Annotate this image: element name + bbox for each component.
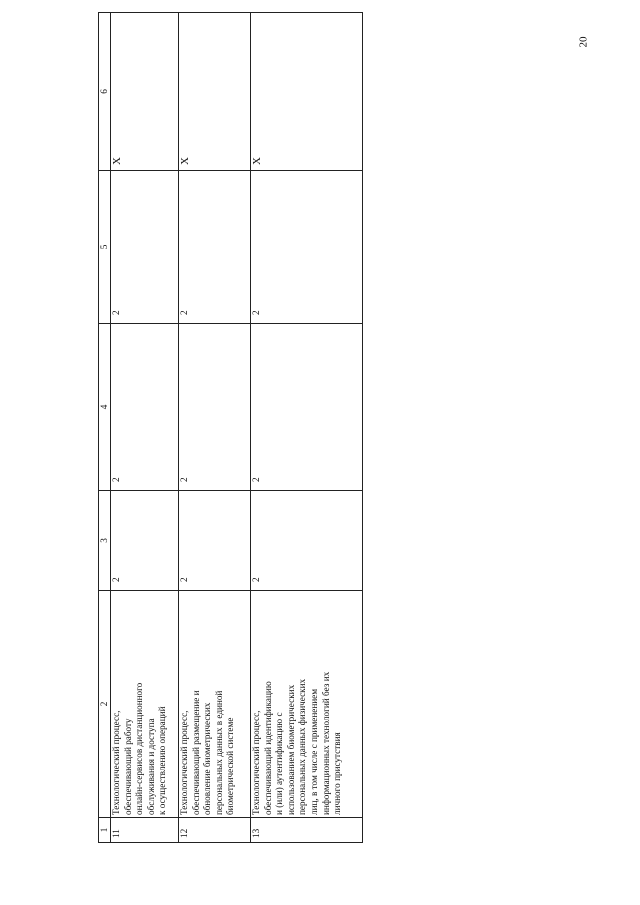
description-line: обеспечивающий размещение и <box>190 690 201 815</box>
description-line: персональных данных физических <box>297 678 308 815</box>
description-line: онлайн-сервисов дистанционного <box>134 682 145 815</box>
header-cell-2: 2 <box>99 591 111 818</box>
header-cell-6: 6 <box>99 13 111 171</box>
description-line: обслуживания и доступа <box>145 718 156 815</box>
cell-col4: 2 <box>251 324 363 491</box>
rotated-table-container <box>98 43 363 843</box>
description-line: использованием биометрических <box>285 684 296 815</box>
table-row <box>179 13 251 843</box>
row-number: 12 <box>179 818 251 843</box>
description-line: и (или) аутентификацию с <box>274 712 285 815</box>
cell-col5: 2 <box>111 171 179 324</box>
cell-col6: X <box>111 13 179 171</box>
description-line: личного присутствия <box>332 732 343 815</box>
cell-col4: 2 <box>179 324 251 491</box>
cell-col3: 2 <box>111 491 179 591</box>
header-cell-5: 5 <box>99 171 111 324</box>
table-row <box>111 13 179 843</box>
description-line: персональных данных в единой <box>213 690 224 815</box>
cell-col3: 2 <box>179 491 251 591</box>
table-row <box>251 13 363 843</box>
cell-col6: X <box>179 13 251 171</box>
process-description <box>111 591 179 818</box>
description-line: Технологический процесс, <box>251 710 261 815</box>
description-line: биометрической системе <box>225 717 236 815</box>
process-table <box>98 12 363 843</box>
cell-col4: 2 <box>111 324 179 491</box>
description-line: обеспечивающий идентификацию <box>262 681 273 815</box>
cell-col3: 2 <box>251 491 363 591</box>
header-cell-4: 4 <box>99 324 111 491</box>
process-description <box>179 591 251 818</box>
description-line: Технологический процесс, <box>111 710 121 815</box>
description-line: информационных технологий без их <box>320 671 331 815</box>
description-line: к осуществлению операций <box>157 706 168 815</box>
cell-col5: 2 <box>179 171 251 324</box>
row-number: 13 <box>251 818 363 843</box>
row-number: 11 <box>111 818 179 843</box>
cell-col6: X <box>251 13 363 171</box>
header-cell-1: 1 <box>99 818 111 843</box>
description-line: обновление биометрических <box>202 702 213 815</box>
cell-col5: 2 <box>251 171 363 324</box>
description-line: Технологический процесс, <box>179 710 189 815</box>
description-line: лиц, в том числе с применением <box>308 688 319 815</box>
process-description <box>251 591 363 818</box>
header-cell-3: 3 <box>99 491 111 591</box>
header-row <box>99 13 111 843</box>
description-line: обеспечивающий работу <box>122 718 133 815</box>
page-number: 20 <box>577 36 590 48</box>
